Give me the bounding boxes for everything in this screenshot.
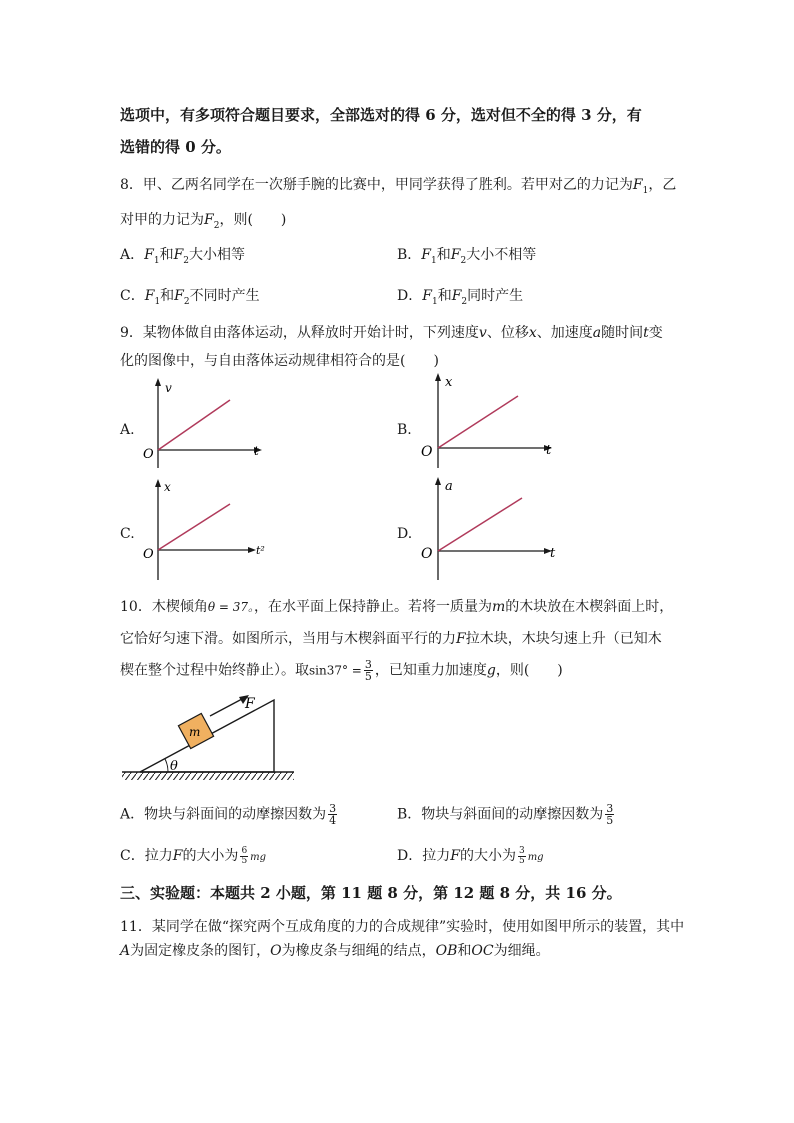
option-d-f1: F — [422, 288, 432, 304]
q10-text-c: 的木块放在木楔斜面上时， — [505, 599, 674, 615]
angle-arc — [165, 759, 168, 772]
q9-line-1 — [120, 322, 663, 342]
opt-c-num: 6 — [241, 845, 248, 856]
q9-t: t — [643, 325, 649, 341]
q10-line-3 — [120, 659, 563, 682]
option-c-mid: 和 — [160, 288, 175, 304]
q10-text-2: 它恰好匀速下滑。如图所示，当用与木楔斜面平行的力 — [120, 631, 456, 647]
graph-a-label: A. — [120, 422, 135, 438]
q11-line-2 — [120, 940, 550, 960]
force-arrow-line — [210, 699, 242, 716]
option-c-f2: F — [174, 288, 184, 304]
q11-A: A — [120, 943, 131, 959]
option-d-suffix: 同时产生 — [467, 288, 524, 304]
opt-c-mg: mg — [250, 852, 267, 863]
q10-opt-c-F: F — [172, 848, 183, 864]
graph-c-ylabel: x — [164, 480, 171, 494]
section-3-heading: 三、实验题：本题共 2 小题，第 11 题 8 分，第 12 题 8 分，共 16 分。 — [120, 884, 622, 902]
opt-a-den: 4 — [329, 814, 337, 827]
graph-d-xlabel: t — [550, 546, 556, 561]
graph-d-origin: O — [421, 546, 433, 562]
graph-b-origin: O — [421, 444, 433, 460]
option-d-f2-sub: 2 — [461, 296, 468, 307]
incline-diagram — [118, 694, 300, 784]
graph-a — [140, 378, 270, 470]
graph-b-ylabel: x — [445, 375, 453, 390]
option-b-f2-sub: 2 — [460, 255, 467, 266]
option-b-f2: F — [450, 247, 461, 263]
block-m-label: m — [189, 725, 201, 739]
q10-opt-c-fraction — [240, 847, 248, 866]
q9-sep3: 随时间 — [601, 325, 644, 341]
q11-text-c: 为细绳。 — [493, 943, 550, 959]
q9-sep1: 、位移 — [486, 325, 529, 341]
q10-opt-a-fraction — [328, 803, 337, 826]
q8-f2-sub: 2 — [213, 220, 220, 231]
graph-c-origin: O — [143, 547, 154, 562]
graph-b-xlabel: t — [546, 443, 552, 458]
opt-d-mg: mg — [527, 852, 544, 863]
option-b-mid: 和 — [436, 247, 451, 263]
option-b-f1: F — [421, 247, 432, 263]
q8-line-1 — [120, 174, 676, 196]
option-c-suffix: 不同时产生 — [189, 288, 260, 304]
q8-line-2 — [120, 209, 286, 231]
q8-f2-symbol: F — [204, 212, 214, 228]
option-c-f1-sub: 1 — [154, 296, 161, 307]
graph-a-origin: O — [143, 447, 154, 462]
option-c-f2-sub: 2 — [183, 296, 190, 307]
q10-text-2b: 拉木块，木块匀速上升（已知木 — [465, 631, 662, 647]
q10-text-3a: 楔在整个过程中始终静止）。取 — [120, 662, 309, 679]
option-d-f2: F — [451, 288, 462, 304]
q11-text-b: 为橡皮条与细绳的结点， — [281, 943, 436, 959]
q8-then: ，则( ) — [219, 212, 287, 228]
q10-option-d — [397, 845, 544, 866]
q10-option-b — [397, 803, 616, 826]
q10-m: m — [492, 599, 506, 615]
intro-line-2: 选错的得 0 分。 — [120, 138, 231, 156]
q10-sin: sin37° = — [309, 663, 362, 678]
q10-text-3c: ，则( ) — [495, 662, 563, 679]
option-a-f1: F — [144, 247, 154, 263]
q8-option-d — [397, 285, 523, 307]
option-b-f1-sub: 1 — [431, 255, 437, 266]
q10-text-b: ，在水平面上保持静止。若将一质量为 — [254, 599, 493, 615]
q9-end: 变 — [648, 325, 663, 341]
q10-sin-fraction — [364, 659, 373, 682]
graph-d — [418, 476, 563, 582]
q10-opt-b-fraction — [605, 803, 614, 826]
graph-c-label: C. — [120, 526, 135, 542]
opt-d-den: 5 — [518, 855, 525, 866]
q10-option-a — [120, 803, 339, 826]
q10-opt-d-text: D．拉力 — [397, 848, 451, 864]
q10-option-c — [120, 845, 266, 866]
opt-d-num: 3 — [518, 845, 525, 856]
opt-b-den: 5 — [606, 814, 614, 827]
q10-opt-d-fraction — [518, 847, 526, 866]
q8-option-b — [397, 244, 536, 266]
option-a-f1-sub: 1 — [153, 255, 160, 266]
graph-b-label: B. — [397, 422, 412, 438]
opt-a-num: 3 — [329, 802, 337, 815]
graph-a-ylabel: v — [165, 381, 172, 395]
q10-theta: θ = 37。 — [207, 600, 255, 614]
sin-numerator: 3 — [364, 658, 372, 671]
q10-line-2 — [120, 628, 662, 648]
q11-O: O — [270, 943, 282, 959]
q10-g: g — [486, 662, 496, 679]
q10-line-1 — [120, 596, 673, 616]
q11-and: 和 — [457, 943, 472, 959]
option-a-prefix: A． — [120, 247, 145, 263]
theta-label: θ — [170, 759, 178, 774]
graph-d-ylabel: a — [445, 479, 453, 494]
q8-yi: ，乙 — [648, 177, 677, 193]
q10-text-3b: ，已知重力加速度 — [374, 662, 487, 679]
option-a-f2-sub: 2 — [183, 255, 190, 266]
force-F-label: F — [245, 696, 255, 712]
q9-x: x — [528, 325, 537, 341]
q9-v: v — [478, 325, 487, 341]
option-b-suffix: 大小不相等 — [466, 247, 537, 263]
q10-opt-d-F: F — [450, 848, 460, 864]
option-a-mid: 和 — [159, 247, 174, 263]
q9-line-2: 化的图像中，与自由落体运动规律相符合的是( ) — [120, 353, 439, 369]
q8-text-2: 对甲的力记为 — [120, 212, 204, 228]
intro-line-1: 选项中，有多项符合题目要求，全部选对的得 6 分，选对但不全的得 3 分，有 — [120, 106, 642, 124]
q10-opt-c-text2: 的大小为 — [182, 848, 239, 864]
graph-a-xlabel: t — [254, 444, 259, 458]
option-d-prefix: D． — [397, 288, 423, 304]
q8-option-c — [120, 285, 260, 307]
q11-text-a: 为固定橡皮条的图钉， — [130, 943, 271, 959]
q9-text-a: 9．某物体做自由落体运动，从释放时开始计时，下列速度 — [120, 325, 479, 341]
q10-text-a: 10．木楔倾角 — [120, 599, 208, 615]
q9-sep2: 、加速度 — [536, 325, 593, 341]
option-c-prefix: C． — [120, 288, 145, 304]
q8-f1-sub: 1 — [642, 185, 649, 196]
q10-F: F — [456, 631, 466, 647]
q8-option-a — [120, 244, 245, 266]
option-b-prefix: B． — [397, 247, 422, 263]
q10-opt-c-text: C．拉力 — [120, 848, 173, 864]
option-a-suffix: 大小相等 — [189, 247, 246, 263]
option-c-f1: F — [144, 288, 155, 304]
option-a-f2: F — [173, 247, 184, 263]
graph-c — [140, 478, 275, 582]
opt-c-den: 5 — [241, 855, 248, 866]
q11-OC: OC — [471, 943, 494, 959]
graph-b — [418, 372, 563, 470]
option-d-f1-sub: 1 — [431, 296, 438, 307]
graph-c-xlabel: t² — [256, 544, 265, 557]
q8-text: 8．甲、乙两名同学在一次掰手腕的比赛中，甲同学获得了胜利。若甲对乙的力记为 — [120, 177, 633, 193]
option-d-mid: 和 — [437, 288, 452, 304]
q9-a: a — [592, 325, 602, 341]
q11-line-1: 11．某同学在做“探究两个互成角度的力的合成规律”实验时，使用如图甲所示的装置，其中 — [120, 919, 685, 935]
q10-opt-d-text2: 的大小为 — [459, 848, 516, 864]
q11-OB: OB — [435, 943, 458, 959]
opt-b-num: 3 — [606, 802, 614, 815]
graph-d-label: D. — [397, 526, 413, 542]
sin-denominator: 5 — [364, 670, 372, 683]
q8-f1-symbol: F — [632, 177, 643, 193]
ground-hatch — [122, 772, 294, 780]
q10-opt-a-text: A．物块与斜面间的动摩擦因数为 — [120, 806, 327, 823]
q10-opt-b-text: B．物块与斜面间的动摩擦因数为 — [397, 806, 604, 823]
